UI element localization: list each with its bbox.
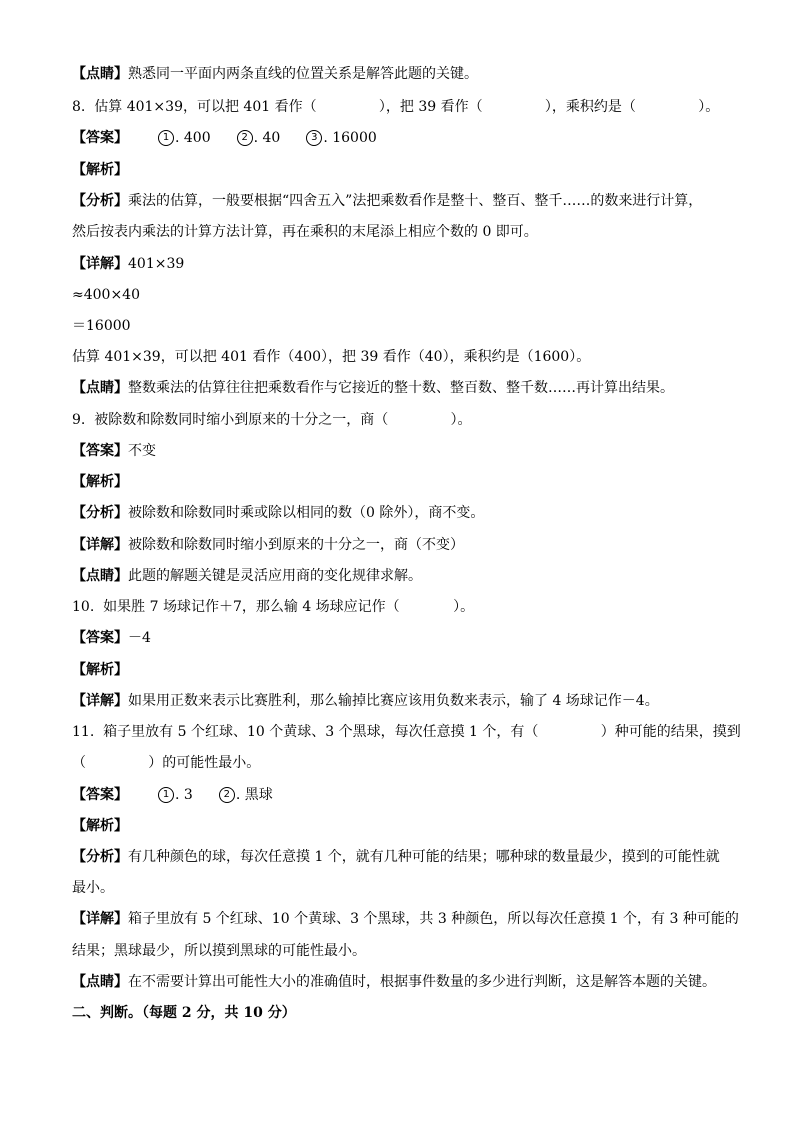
circled-number: 2 [219, 787, 235, 803]
analysis-tag: 【分析】 [72, 505, 128, 521]
answer-tag: 【答案】 [72, 787, 128, 803]
answer-tag: 【答案】 [72, 630, 128, 646]
section-heading: 二、判断。（每题 2 分，共 10 分） [72, 1005, 296, 1021]
q8-answer-3: . 16000 [323, 130, 377, 146]
q8-detail-line-2: ≈400×40 [72, 287, 140, 303]
q8-detail-line-4: 估算 401×39，可以把 401 看作（400），把 39 看作（40），乘积约是（1600）。 [72, 349, 591, 365]
q10-answer-line [72, 628, 732, 648]
q10-detail-text: 如果用正数来表示比赛胜利，那么输掉比赛应该用负数来表示，输了 4 场球记作－4。 [128, 693, 659, 709]
q8-note-text: 整数乘法的估算往往把乘数看作与它接近的整十数、整百数、整千数……再计算出结果。 [128, 380, 674, 396]
q8-answer-line [72, 128, 732, 148]
note-tag: 【点睛】 [72, 568, 128, 584]
q8-answer-1: . 400 [175, 130, 211, 146]
q8-detail-line-1 [72, 254, 732, 274]
detail-tag: 【详解】 [72, 537, 128, 553]
q10-detail-line [72, 691, 732, 711]
q9-analysis-line [72, 503, 732, 523]
note-tag: 【点睛】 [72, 380, 128, 396]
q9-analysis-heading: 【解析】 [72, 474, 128, 490]
q11-analysis-line-2: 最小。 [72, 880, 114, 896]
circled-number: 1 [158, 787, 174, 803]
q11-detail-line-1 [72, 909, 739, 929]
detail-tag: 【详解】 [72, 256, 128, 272]
q10-answer: －4 [128, 630, 151, 646]
q9-answer: 不变 [128, 443, 156, 459]
note-text: 熟悉同一平面内两条直线的位置关系是解答此题的关键。 [128, 66, 478, 82]
q9-note-line [72, 566, 732, 586]
q9-detail-line [72, 535, 732, 555]
q8-detail-line-3: ＝16000 [72, 318, 131, 334]
question-9: 9. 被除数和除数同时缩小到原来的十分之一，商（ ）。 [72, 412, 472, 428]
note-tag: 【点睛】 [72, 974, 128, 990]
q11-note-line [72, 972, 732, 992]
analysis-tag: 【分析】 [72, 193, 128, 209]
q11-answer-line [72, 785, 732, 805]
q11-answer-1: . 3 [175, 787, 193, 803]
q8-detail-expr: 401×39 [128, 256, 185, 272]
circled-number: 2 [237, 130, 253, 146]
detail-tag: 【详解】 [72, 693, 128, 709]
q8-analysis-text-1: 乘法的估算，一般要根据“四舍五入”法把乘数看作是整十、整百、整千……的数来进行计算， [128, 193, 703, 209]
q11-analysis-text-1: 有几种颜色的球，每次任意摸 1 个，就有几种可能的结果；哪种球的数量最少，摸到的可能性就 [128, 849, 720, 865]
q8-analysis-heading: 【解析】 [72, 162, 128, 178]
answer-tag: 【答案】 [72, 443, 128, 459]
q10-analysis-heading: 【解析】 [72, 662, 128, 678]
answer-tag: 【答案】 [72, 130, 128, 146]
q11-analysis-heading: 【解析】 [72, 818, 128, 834]
circled-number: 3 [306, 130, 322, 146]
question-11-line-2: （ ）的可能性最小。 [72, 755, 261, 771]
q8-analysis-line-2: 然后按表内乘法的计算方法计算，再在乘积的末尾添上相应个数的 0 即可。 [72, 224, 538, 240]
q8-note-line [72, 378, 732, 398]
detail-tag: 【详解】 [72, 911, 128, 927]
question-8: 8. 估算 401×39，可以把 401 看作（ ），把 39 看作（ ），乘积约是（ ）。 [72, 99, 720, 115]
q11-analysis-line-1 [72, 847, 732, 867]
q9-answer-line [72, 441, 732, 461]
q11-detail-line-2: 结果；黑球最少，所以摸到黑球的可能性最小。 [72, 943, 366, 959]
q8-analysis-line-1 [72, 191, 732, 211]
q9-analysis-text: 被除数和除数同时乘或除以相同的数（0 除外），商不变。 [128, 505, 485, 521]
question-11-line-1: 11. 箱子里放有 5 个红球、10 个黄球、3 个黑球，每次任意摸 1 个，有（ ）种可能的结果，摸到 [72, 724, 741, 740]
analysis-tag: 【分析】 [72, 849, 128, 865]
note-tag: 【点睛】 [72, 66, 128, 82]
question-10: 10. 如果胜 7 场球记作＋7，那么输 4 场球应记作（ ）。 [72, 599, 475, 615]
q11-note-text: 在不需要计算出可能性大小的准确值时，根据事件数量的多少进行判断，这是解答本题的关键。 [128, 974, 716, 990]
q9-detail-text: 被除数和除数同时缩小到原来的十分之一，商（不变） [128, 537, 464, 553]
note-line [72, 64, 732, 84]
q11-detail-text-1: 箱子里放有 5 个红球、10 个黄球、3 个黑球，共 3 种颜色，所以每次任意摸 1 个，有 3 种可能的 [128, 911, 739, 927]
q11-answer-2: . 黑球 [235, 787, 273, 803]
circled-number: 1 [158, 130, 174, 146]
q9-note-text: 此题的解题关键是灵活应用商的变化规律求解。 [128, 568, 422, 584]
q8-answer-2: . 40 [253, 130, 281, 146]
